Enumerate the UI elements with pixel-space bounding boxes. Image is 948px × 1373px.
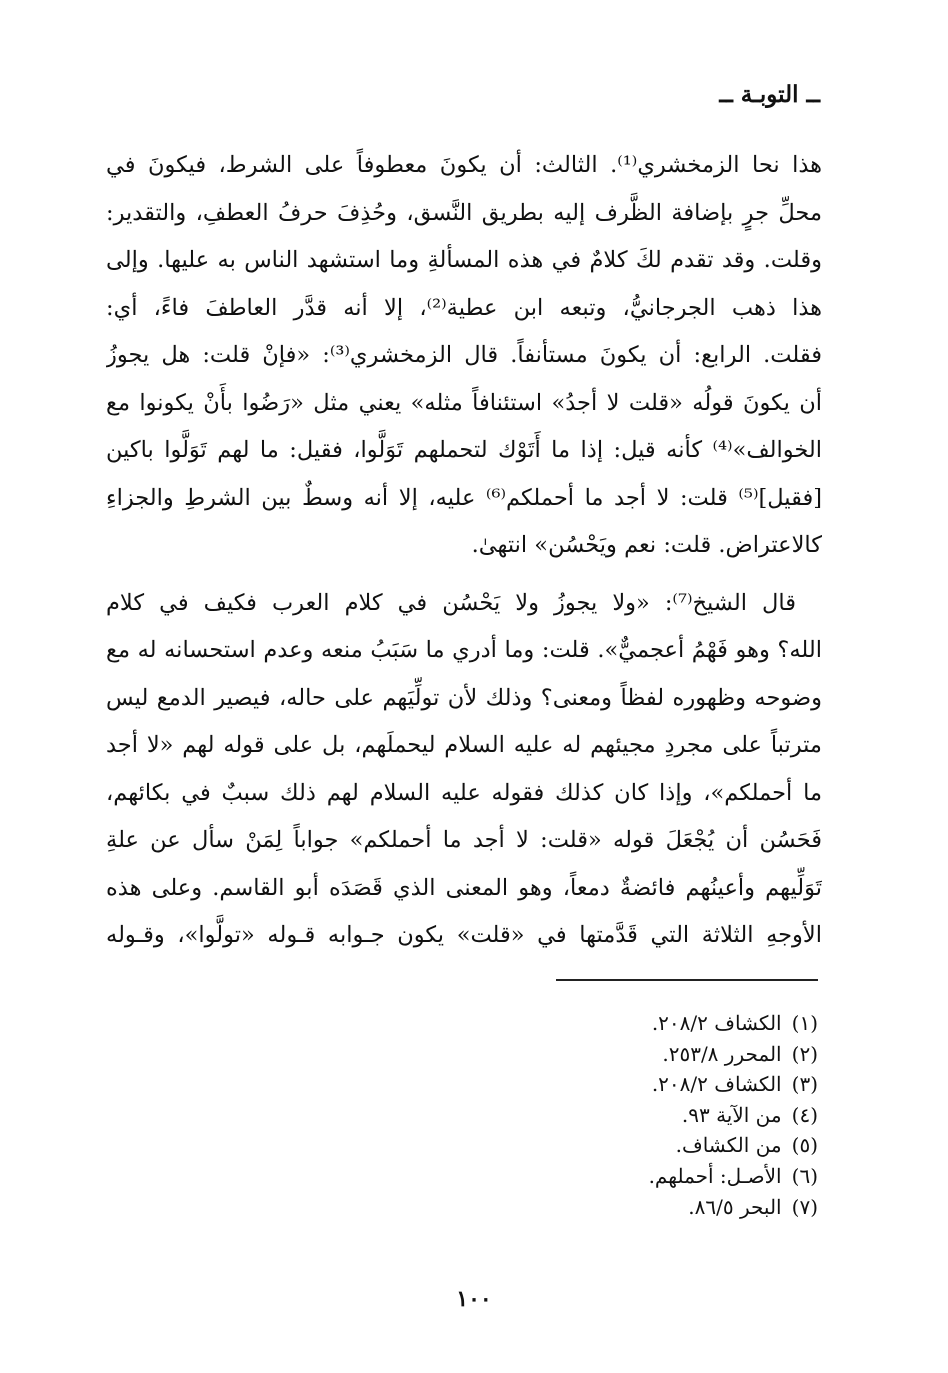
footnotes (398, 1008, 818, 1222)
footnote-number: (٣) (791, 1072, 818, 1097)
text-line: الله؟ وهو فَهْمُ أعجميٌّ». قلت: وما أدري ما سَبَبُ منعه وعدم استحسانه له مع (106, 637, 822, 663)
footnote (398, 1039, 818, 1070)
footnote-number: (٤) (791, 1102, 818, 1127)
footnote (398, 1161, 818, 1192)
footnote-number: (١) (791, 1011, 818, 1035)
text-line: [فقيل]⁽⁵⁾ قلت: لا أجد ما أحملكم⁽⁶⁾ عليه، إلا أنه وسطٌ بين الشرطِ والجزاءِ (106, 484, 822, 511)
text-line: تَوَلِّيهم وأعينُهم فائضةٌ دمعاً، وهو المعنى الذي قَصَدَه أبو القاسم. وعلى هذه (106, 874, 822, 901)
text-line: قال الشيخ⁽⁷⁾: «ولا يجوزُ ولا يَحْسُن في كلام العرب فكيف في كلام (106, 589, 796, 616)
text-line: محلِّ جرٍ بإضافة الظَّرف إليه بطريق النَّسق، وحُذِفَ حرفُ العطفِ، والتقدير: (106, 199, 822, 226)
page-number: ١٠٠ (456, 1286, 492, 1312)
footnote (398, 1069, 818, 1100)
footnote-text: من الكشاف. (675, 1133, 782, 1158)
footnote-number: (٥) (791, 1133, 818, 1158)
footnote-text: الكشاف ٢٠٨/٢. (651, 1011, 782, 1035)
footnote-number: (٢) (791, 1041, 818, 1066)
text-line: أن يكونَ قولُه «قلت لا أجدُ» استئنافاً مثله» يعني مثل «رَضُوا بأَنْ يكونوا مع (106, 389, 822, 416)
footnote-number: (٧) (791, 1194, 818, 1219)
text-line: الأوجهِ الثلاثة التي قَدَّمتها في «قلت» يكون جـوابه قـوله «تولَّوا»، وقـوله (106, 922, 822, 948)
text-line: وضوحه وظهوره لفظاً ومعنى؟ وذلك لأن تولِّيَهم على حاله، فيصير الدمع ليس (106, 684, 822, 711)
text-line: كالاعتراض. قلت: نعم ويَحْسُن» انتهىٰ. (471, 532, 822, 558)
text-line: ما أحملكم»، وإذا كان كذلك فقوله عليه السلام لهم ذلك سببٌ في بكائهم، (106, 779, 822, 806)
text-line: وقلت. وقد تقدم لكَ كلامٌ في هذه المسألةِ وما استشهد الناس به عليها. وإلى (106, 247, 822, 273)
footnote-text: من الآية ٩٣. (681, 1102, 782, 1127)
text-line: الخوالف»⁽⁴⁾ كأنه قيل: إذا ما أَتَوْك لتحملهم تَوَلَّوا، فقيل: ما لهم تَوَلَّوا باكين (106, 437, 822, 463)
footnote-text: البحر ٨٦/٥. (688, 1194, 782, 1219)
running-header: ــ التوبـة ــ (719, 81, 820, 108)
text-line: هذا نحا الزمخشري⁽¹⁾. الثالث: أن يكونَ معطوفاً على الشرط، فيكونَ في (106, 152, 822, 178)
text-line: فَحَسُن أن يُجْعَلَ قوله «قلت: لا أجد ما أحملكم» جواباً لِمَنْ سأل عن علةِ (106, 827, 822, 853)
footnote (398, 1130, 818, 1161)
text-line: هذا ذهب الجرجانيُّ، وتبعه ابن عطية⁽²⁾، إلا أنه قدَّر العاطفَ فاءً، أي: (106, 294, 822, 321)
main-text (106, 142, 822, 960)
text-line: مترتباً على مجردِ مجيئهم له عليه السلام ليحملَهم، بل على قوله لهم «لا أجد (106, 732, 822, 758)
footnote-separator (556, 979, 818, 981)
paragraph-1 (106, 142, 822, 570)
paragraph-2-continued (106, 627, 822, 960)
footnote-text: المحرر ٢٥٣/٨. (662, 1041, 782, 1066)
footnote-text: الأصـل: أحملهم. (648, 1163, 782, 1188)
footnote (398, 1192, 818, 1223)
footnote-text: الكشاف ٢٠٨/٢. (651, 1072, 782, 1097)
footnote (398, 1100, 818, 1131)
paragraph-2 (106, 580, 822, 628)
footnote-number: (٦) (791, 1163, 818, 1188)
text-line: فقلت. الرابع: أن يكونَ مستأنفاً. قال الزمخشري⁽³⁾: «فإنْ قلت: هل يجوزُ (106, 342, 822, 368)
footnote (398, 1008, 818, 1039)
